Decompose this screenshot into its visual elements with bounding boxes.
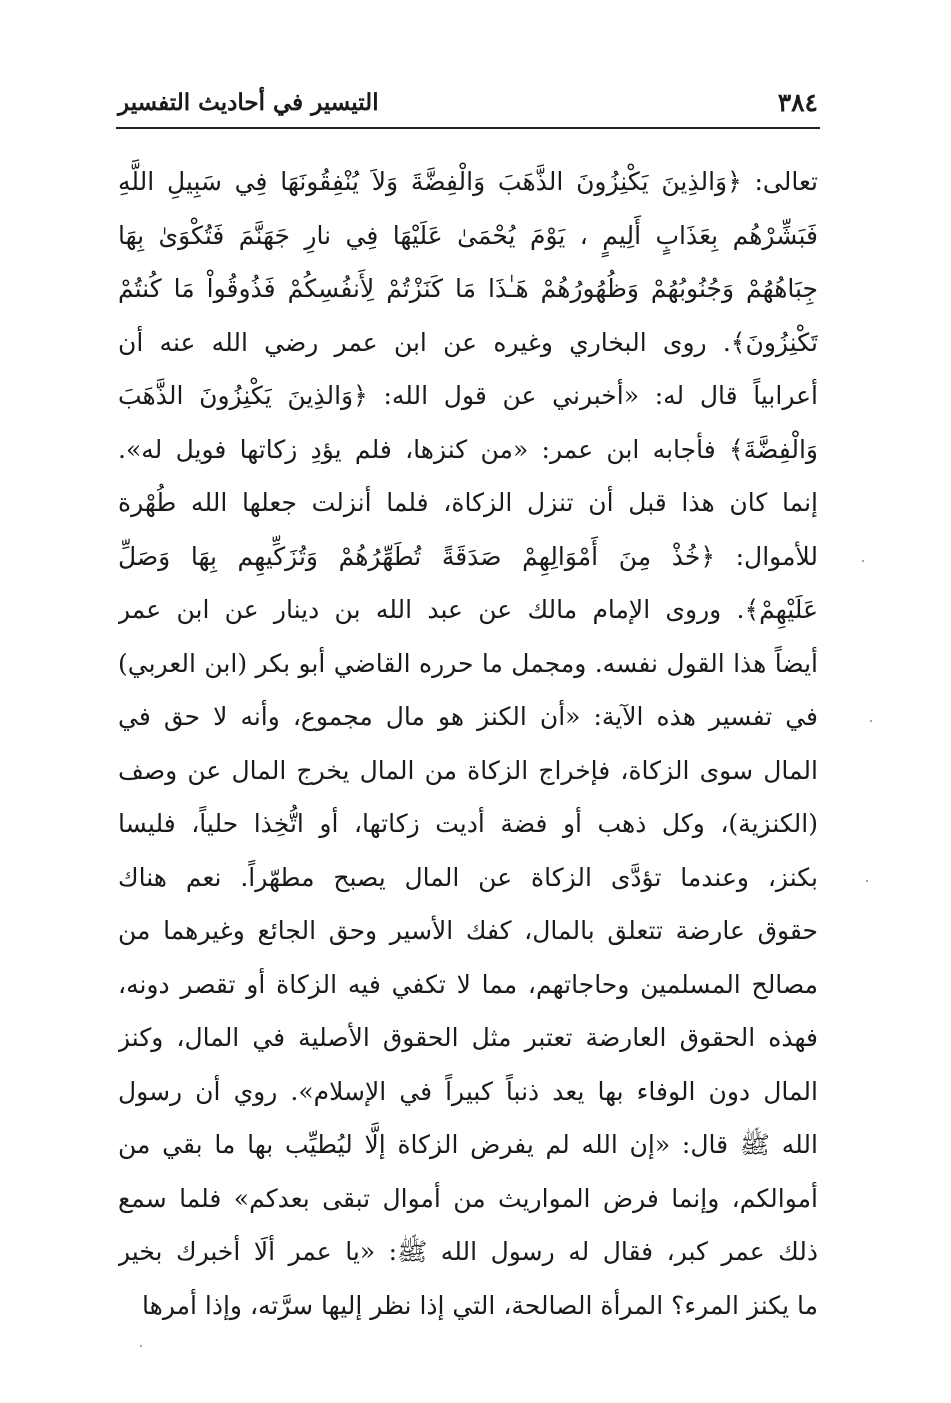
text-line: في تفسير هذه الآية: «أن الكنز هو مال مجموع، وأنه لا حق في — [118, 702, 818, 731]
text-line: تعالى: ﴿وَالذِينَ يَكْنِزُونَ الذَّهَبَ وَالْفِضَّةَ وَلاَ يُنْفِقُونَهَا فِي سَبِيلِ اللَّهِ — [118, 167, 818, 196]
text-line: للأموال: ﴿خُذْ مِنَ أَمْوَالِهِمْ صَدَقَةً تُطَهِّرُهُمْ وَتُزَكِّيهِم بِهَا وَصَلِّ — [118, 541, 818, 571]
text-line: المال سوى الزكاة، فإخراج الزكاة من المال يخرج المال عن وصف — [118, 755, 818, 785]
text-line: جِبَاهُهُمْ وَجُنُوبُهُمْ وَظُهُورُهُمْ هَـٰذَا مَا كَنَزْتُمْ لِأَنفُسِكُمْ فَذُوقُواْ مَا كُنتُمْ — [118, 274, 818, 303]
scan-speck — [870, 720, 872, 722]
scan-speck — [866, 880, 868, 882]
text-line: أعرابياً قال له: «أخبرني عن قول الله: ﴿وَالذِينَ يَكْنِزُونَ الذَّهَبَ — [118, 381, 818, 410]
text-line: ذلك عمر كبر، فقال له رسول الله ﷺ: «يا عمر ألَا أخبرك بخير — [118, 1237, 818, 1266]
page-header — [118, 88, 818, 128]
text-line: أموالكم، وإنما فرض المواريث من أموال تبقى بعدكم» فلما سمع — [118, 1183, 818, 1213]
text-line: فهذه الحقوق العارضة تعتبر مثل الحقوق الأصلية في المال، وكنز — [118, 1023, 818, 1052]
text-line: ما يكنز المرء؟ المرأة الصالحة، التي إذا نظر إليها سرَّته، وإذا أمرها — [142, 1290, 818, 1320]
page-number: ٣٨٤ — [777, 88, 818, 117]
scan-speck — [862, 560, 864, 562]
text-line: وَالْفِضَّةَ﴾ فأجابه ابن عمر: «من كنزها، فلم يؤدِ زكاتها فويل له». — [118, 434, 818, 464]
text-line: مصالح المسلمين وحاجاتهم، مما لا تكفي فيه الزكاة أو تقصر دونه، — [118, 969, 818, 999]
text-line: حقوق عارضة تتعلق بالمال، كفك الأسير وحق الجائع وغيرهما من — [118, 916, 818, 945]
text-line: إنما كان هذا قبل أن تنزل الزكاة، فلما أنزلت جعلها الله طُهْرة — [118, 488, 818, 517]
scan-speck — [140, 1345, 142, 1347]
text-line: الله ﷺ قال: «إن الله لم يفرض الزكاة إلَّا ليُطيِّب بها ما بقي من — [118, 1130, 818, 1159]
header-rule — [116, 127, 820, 129]
text-line: (الكنزية)، وكل ذهب أو فضة أديت زكاتها، أو اتُّخِذا حلياً، فليسا — [118, 809, 818, 838]
text-line: أيضاً هذا القول نفسه. ومجمل ما حرره القاضي أبو بكر (ابن العربي) — [118, 648, 818, 678]
text-line: المال دون الوفاء بها يعد ذنباً كبيراً في الإسلام». روي أن رسول — [118, 1076, 818, 1106]
running-title: التيسير في أحاديث التفسير — [118, 89, 379, 116]
text-line: فَبَشِّرْهُم بِعَذَابٍ أَلِيمٍ ، يَوْمَ يُحْمَىٰ عَلَيْهَا فِي نارِ جَهَنَّمَ فَتُكْوَىٰ بِهَا — [118, 220, 818, 250]
text-line: تَكْنِزُونَ﴾. روى البخاري وغيره عن ابن عمر رضي الله عنه أن — [118, 327, 818, 357]
body-text — [118, 155, 818, 1332]
text-line: عَلَيْهِمْ﴾. وروى الإمام مالك عن عبد الله بن دينار عن ابن عمر — [118, 595, 818, 624]
text-line: بكنز، وعندما تؤدَّى الزكاة عن المال يصبح مطهّراً. نعم هناك — [118, 862, 818, 892]
